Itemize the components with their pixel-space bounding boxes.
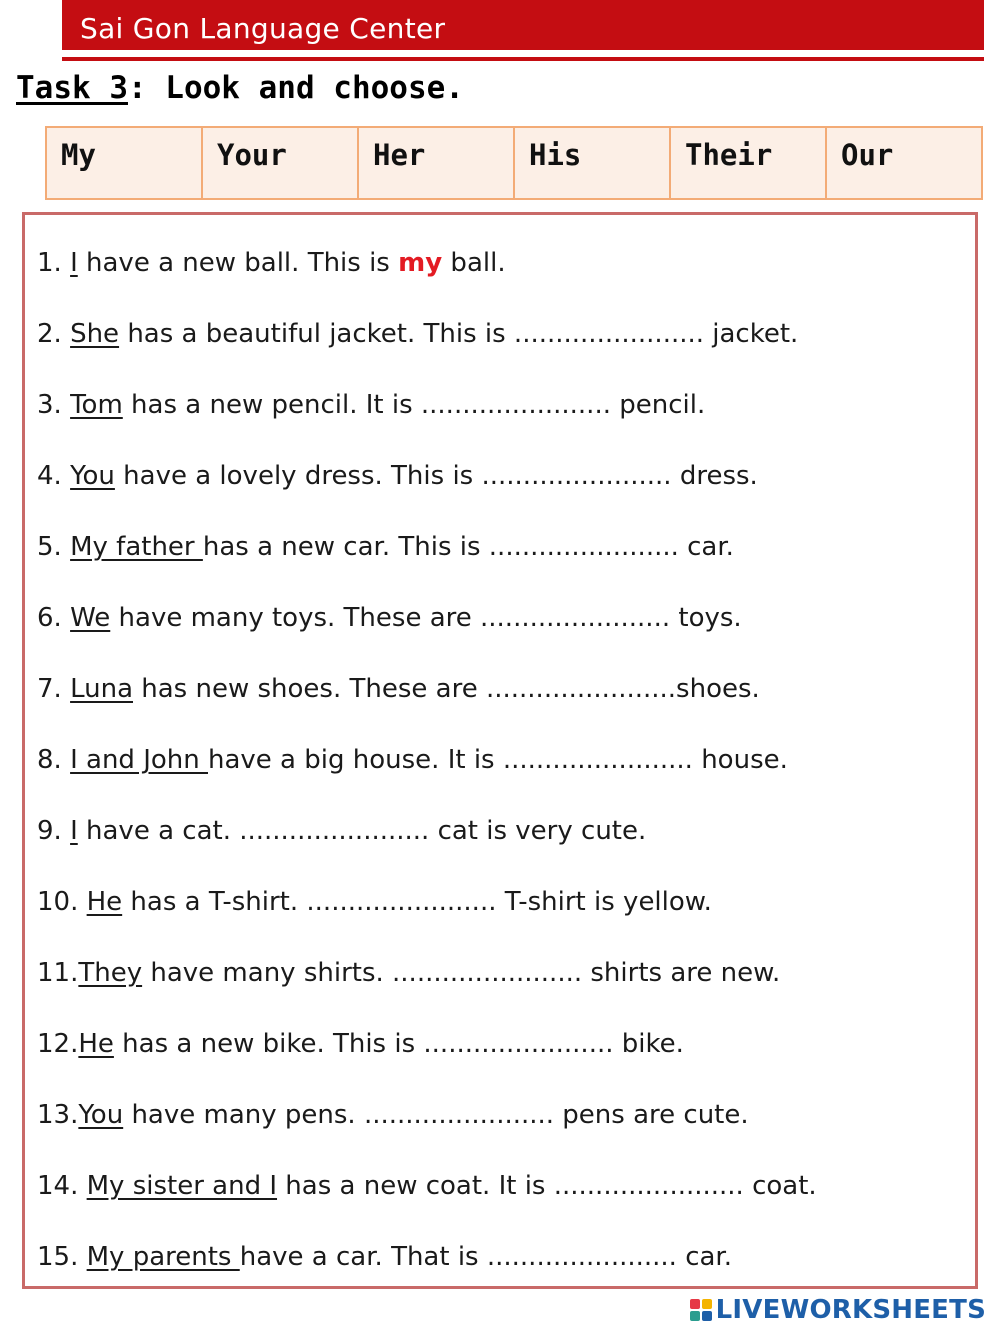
sentence-text: have a cat. ....................... cat is very cute. [77,816,647,846]
header-divider [62,57,984,61]
sentence-number: 5. [37,532,71,562]
sentence-subject: Luna [70,674,133,704]
sentence-number: 9. [37,816,71,846]
logo-square-icon [702,1299,712,1309]
sentence-number: 14. [37,1171,87,1201]
sentence-number: 1. [37,248,71,278]
sentence-text: has a T-shirt. ....................... T-shirt is yellow. [122,887,712,917]
sentence-answer: my [398,248,443,278]
sentence-number: 15. [37,1242,87,1272]
sentence-number: 12. [37,1029,79,1059]
task-title [16,70,464,106]
logo-square-icon [702,1311,712,1321]
sentence-subject: You [78,1100,124,1130]
sentence-text: have a big house. It is ....................... house. [208,745,788,775]
sentence-subject: My parents [86,1242,240,1272]
sentence-text: have many pens. ....................... pens are cute. [123,1100,749,1130]
word-bank-item: Your [203,128,359,198]
sentence-subject: I [70,816,78,846]
sentence-text: has a new car. This is ....................... car. [202,532,734,562]
sentence-item [37,740,817,811]
task-label: Task 3 [16,70,128,106]
sentence-text: have many toys. These are ....................... toys. [110,603,742,633]
sentence-subject: I and John [70,745,208,775]
sentence-text: have a car. That is ....................... car. [239,1242,732,1272]
sentence-text: have many shirts. ....................... shirts are new. [142,958,781,988]
header-bar [62,0,984,53]
sentence-number: 11. [37,958,79,988]
sentence-number: 13. [37,1100,79,1130]
sentence-item [37,314,817,385]
sentence-subject: Tom [70,390,123,420]
sentence-text: has a beautiful jacket. This is ....................... jacket. [119,319,799,349]
sentence-item [37,598,817,669]
word-bank-item: My [47,128,203,198]
sentence-number: 7. [37,674,71,704]
word-bank-item: Her [359,128,515,198]
sentence-number: 8. [37,745,71,775]
sentence-text: has new shoes. These are .......................shoes. [133,674,760,704]
sentence-number: 4. [37,461,71,491]
sentence-item [37,243,817,314]
sentence-text: have a lovely dress. This is ....................... dress. [114,461,758,491]
sentence-subject: They [78,958,143,988]
sentence-subject: He [86,887,123,917]
sentence-number: 3. [37,390,71,420]
sentence-number: 6. [37,603,71,633]
sentence-text: has a new bike. This is ....................... bike. [113,1029,684,1059]
sentence-item [37,385,817,456]
sentence-text: has a new pencil. It is ....................... pencil. [122,390,706,420]
logo-mark-icon [690,1299,712,1321]
word-bank-item: His [515,128,671,198]
exercise-box [22,212,978,1289]
sentence-list [37,243,817,1308]
sentence-item [37,1095,817,1166]
sentence-item [37,882,817,953]
logo-text: LIVEWORKSHEETS [715,1295,986,1325]
sentence-item [37,953,817,1024]
sentence-text: have a new ball. This is [77,248,399,278]
word-bank [45,126,983,200]
sentence-text-end: ball. [442,248,506,278]
sentence-item [37,527,817,598]
sentence-item [37,456,817,527]
task-instruction: : Look and choose. [127,70,464,106]
logo-square-icon [690,1299,700,1309]
sentence-item [37,811,817,882]
sentence-text: has a new coat. It is ....................... coat. [277,1171,817,1201]
sentence-subject: My sister and I [86,1171,278,1201]
sentence-subject: You [70,461,115,491]
sentence-subject: She [70,319,120,349]
sentence-subject: He [78,1029,114,1059]
sentence-subject: We [70,603,111,633]
sentence-subject: I [70,248,78,278]
sentence-item [37,1024,817,1095]
sentence-number: 10. [37,887,87,917]
sentence-item [37,1166,817,1237]
liveworksheets-logo [690,1294,986,1326]
sentence-number: 2. [37,319,71,349]
header-title: Sai Gon Language Center [80,12,446,45]
sentence-item [37,669,817,740]
logo-square-icon [690,1311,700,1321]
word-bank-item: Their [671,128,827,198]
sentence-subject: My father [70,532,203,562]
word-bank-item: Our [827,128,981,198]
